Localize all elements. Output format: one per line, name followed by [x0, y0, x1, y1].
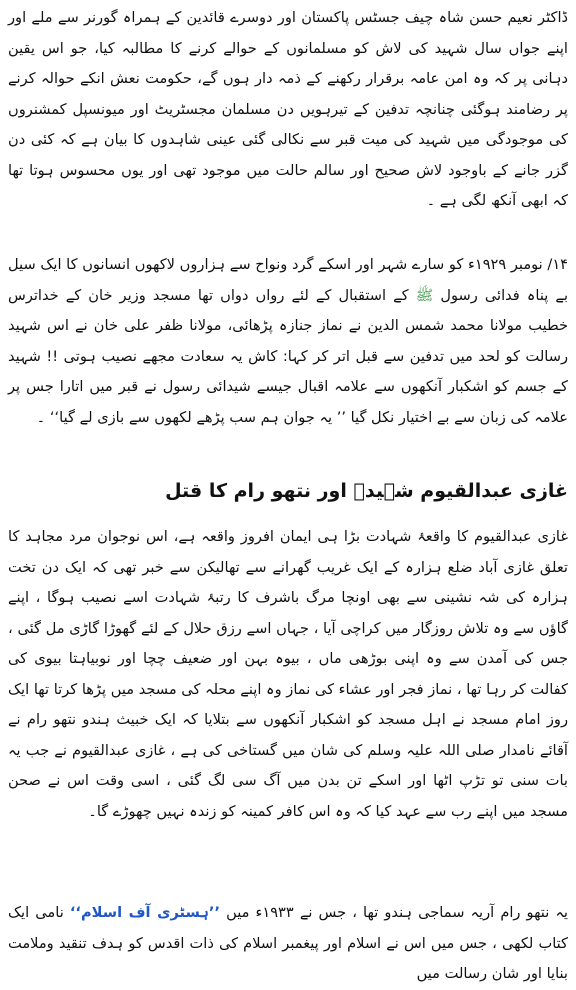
paragraph-ghazi-story: غازی عبدالقیوم کا واقعۂ شہادت بڑا ہی ایمان افروز واقعہ ہے، اس نوجوان مرد مجاہد کا تعلق غازی آباد ضلع ہزارہ کے ایک غریب گھرانے سے تھالیکن سے خبر تھی کہ ایک دن تخت ہزارہ کی شہ نشینی سے بھی اونچا مرگ باشرف کا رتبۂ شہادت اسے نصیب ہوگا ، اپنے گاؤں سے وہ تلاش روزگار میں کراچی آیا ، جہاں اسے رزق حلال کے لئے گھوڑا گاڑی مل گئی ، جس کی آمدن سے وہ اپنی بوڑھی ماں ، بیوہ بہن اور ضعیف چچا اور نوبیاہتا بیوی کی کفالت کر رہا تھا ، نماز فجر اور عشاء کی نماز وہ اپنے محلہ کی مسجد میں پڑھا کرتا تھا ایک روز امام مسجد نے اہل مسجد کو اشکبار آنکھوں سے بتلایا کہ ایک خبیث ہندو نتھو رام نے آقائے نامدار صلی اللہ علیہ وسلم کی شان میں گستاخی کی ہے ، غازی عبدالقیوم نے جب یہ بات سنی تو تڑپ اٹھا اور اسکے تن بدن میں آگ سی لگ گئی ، اسی وقت اس نے صحن مسجد میں اپنے رب سے عہد کیا کہ وہ اس کافر کمینہ کو زندہ نہیں چھوڑے گا۔ — [8, 528, 568, 820]
paragraph-nathu-ram-text-start: یہ نتھو رام آریہ سماجی ہندو تھا ، جس نے ۱۹۳۳ء میں — [220, 904, 568, 921]
section-heading: غازی عبدالقیوم شہیدؒ اور نتھو رام کا قتل — [165, 480, 568, 502]
salutation-mark: ﷺ — [415, 286, 434, 304]
paragraph-procession-text-start: ۱۴/ نومبر ۱۹۲۹ء کو سارے شہر اور اسکے گرد ونواح سے ہزاروں لاکھوں انسانوں کا ایک سیل بے پناہ فدائی رسول — [8, 256, 569, 304]
paragraph-procession-text-end: کے استقبال کے لئے رواں دواں تھا مسجد وزیر خان کے خداترس خطیب مولانا محمد شمس الدین نے نماز جنازہ پڑھائی، مولانا ظفر علی خان نے اس شہید رسالت کو لحد میں تدفین سے قبل اتر کر کہا: کاش یہ سعادت مجھے نصیب ہوتی !! شہید کے جسم کو اشکبار آنکھوں سے علامہ اقبال جیسے شیدائی رسول نے قبر میں اتارا جس پر علامہ کی زبان سے بے اختیار نکل گیا ’’ یہ جوان ہم سب پڑھے لکھوں سے بازی لے گیا‘‘ ۔ — [8, 286, 568, 426]
paragraph-procession — [8, 250, 568, 433]
paragraph-nathu-ram-text-end: نامی ایک کتاب لکھی ، جس میں اس نے اسلام اور پیغمبر اسلام کی ذات اقدس کو ہدف تنقید وملامت بنایا اور شان رسالت میں — [8, 904, 568, 982]
paragraph-body-funeral: ڈاکٹر نعیم حسن شاہ چیف جسٹس پاکستان اور دوسرے قائدین کے ہمراہ گورنر سے ملے اور اپنے جواں سال شہید کی لاش کو مسلمانوں کے حوالے کرنے کا مطالبہ کیا، جو اس یقین دہانی پر کہ وہ امن عامہ برقرار رکھنے کے ذمہ دار ہوں گے، حکومت نعش انکے حوالہ کرنے پر رضامند ہوگئی چنانچہ تدفین کے تیرہویں دن مسلمان مجسٹریٹ اور میونسپل کمشنروں کی موجودگی میں شہید کی میت قبر سے نکالی گئی عینی شاہدوں کا بیان ہے کہ کئی دن گزر جانے کے باوجود لاش صحیح اور سالم حالت میں موجود تھی اور یوں محسوس ہوتا تھا کہ ابھی آنکھ لگی ہے ۔ — [8, 9, 568, 209]
article-page — [8, 0, 569, 982]
book-title: ’’ہسٹری آف اسلام‘‘ — [69, 904, 220, 921]
paragraph-nathu-ram — [8, 898, 568, 990]
